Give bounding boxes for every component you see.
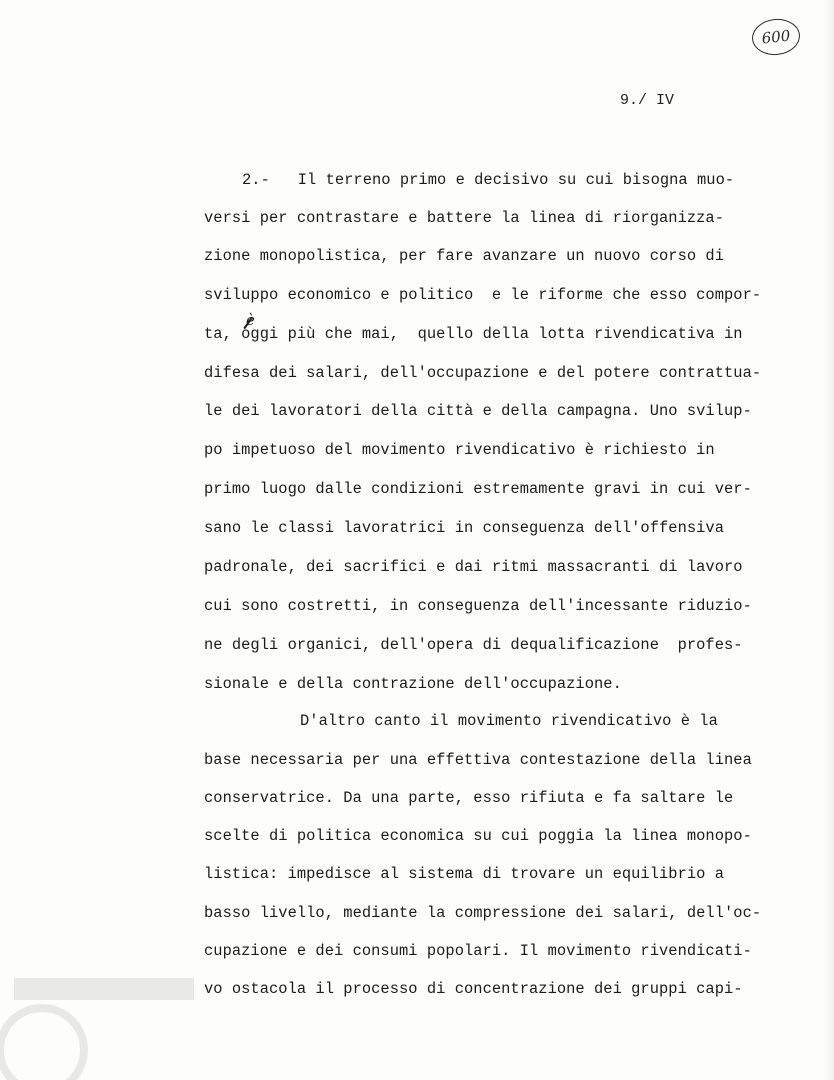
text-line: D'altro canto il movimento rivendicativo è la: [300, 712, 718, 730]
text-line: cupazione e dei consumi popolari. Il movimento rivendicati-: [204, 942, 752, 960]
archive-number-stamp: 600: [750, 17, 802, 58]
handwritten-correction: è: [246, 311, 255, 329]
text-line: po impetuoso del movimento rivendicativo è richiesto in: [204, 441, 715, 459]
text-line: ta, oggi più che mai, quello della lotta rivendicativa in: [204, 325, 743, 343]
text-line: 2.- Il terreno primo e decisivo su cui bisogna muo-: [242, 171, 735, 189]
text-line: primo luogo dalle condizioni estremamente gravi in cui ver-: [204, 480, 752, 498]
page-edge-shadow: [824, 0, 834, 1080]
text-line: basso livello, mediante la compressione dei salari, dell'oc-: [204, 904, 762, 922]
text-line: vo ostacola il processo di concentrazione dei gruppi capi-: [204, 980, 743, 998]
text-line: cui sono costretti, in conseguenza dell'incessante riduzio-: [204, 597, 752, 615]
page-reference: 9./ IV: [620, 92, 675, 109]
text-line: sviluppo economico e politico e le riforme che esso compor-: [204, 286, 762, 304]
archive-watermark-logo: [0, 960, 204, 1080]
text-line: conservatrice. Da una parte, esso rifiuta e fa saltare le: [204, 789, 734, 807]
text-line: sano le classi lavoratrici in conseguenza dell'offensiva: [204, 519, 725, 537]
text-line: listica: impedisce al sistema di trovare un equilibrio a: [204, 865, 725, 883]
text-line: difesa dei salari, dell'occupazione e del potere contrattua-: [204, 364, 762, 382]
text-line: ne degli organici, dell'opera di dequalificazione profes-: [204, 636, 743, 654]
text-line: padronale, dei sacrifici e dai ritmi massacranti di lavoro: [204, 558, 743, 576]
text-line: versi per contrastare e battere la linea di riorganizza-: [204, 209, 725, 227]
text-line: zione monopolistica, per fare avanzare un nuovo corso di: [204, 247, 725, 265]
text-line: base necessaria per una effettiva contestazione della linea: [204, 751, 752, 769]
text-line: sionale e della contrazione dell'occupazione.: [204, 675, 622, 693]
text-line: le dei lavoratori della città e della campagna. Uno svilup-: [204, 402, 752, 420]
text-line: scelte di politica economica su cui poggia la linea monopo-: [204, 827, 752, 845]
